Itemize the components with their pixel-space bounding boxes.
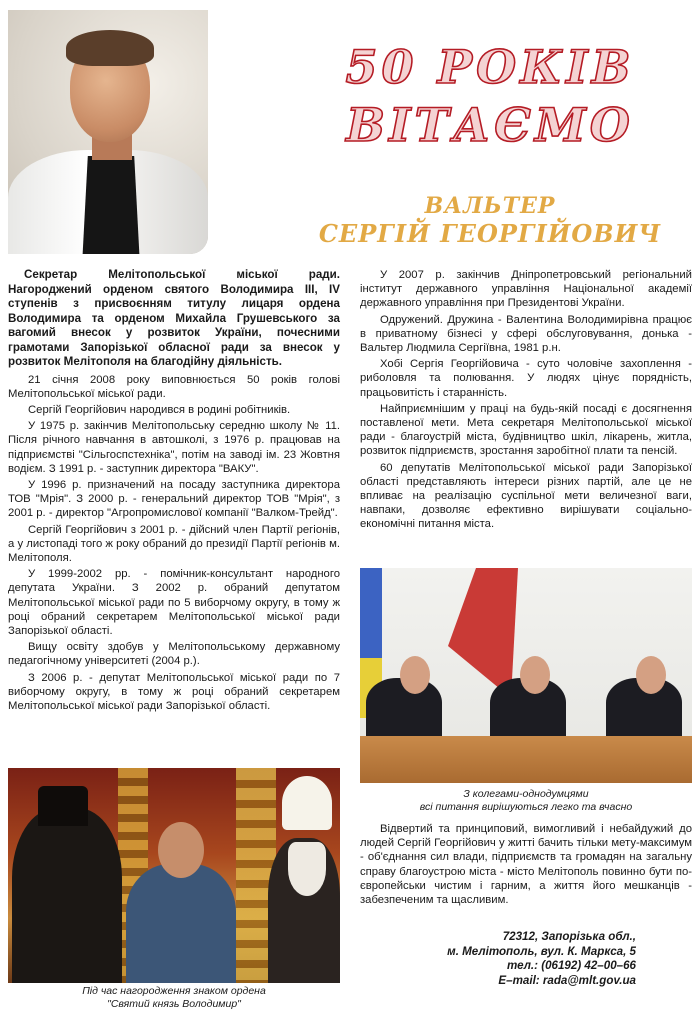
bishop-mitre: [282, 776, 332, 830]
paragraph: Сергій Георгійович народився в родині робітників.: [28, 403, 291, 416]
paragraph: У 1975 р. закінчив Мелітопольську середню школу № 11. Після річного навчання в автошколі, з 1976 р. працював на підприємстві "Сільгоспстехніка", потім на заводі ім. 23 Жовтня водієм. З 1991 р. - заступник директора "ВАКУ".: [8, 420, 340, 475]
portrait-photo: [8, 10, 208, 254]
awardee-figure: [126, 864, 236, 983]
paragraph: З 2006 р. - депутат Мелітопольської міської ради по 7 виборчому округу, в тому ж році обраний секретарем Мелітопольської міської ради Запорізької області.: [8, 671, 340, 712]
headline-50-years: 50 РОКІВ: [345, 40, 635, 94]
meeting-photo: [360, 568, 692, 783]
contact-block: [360, 930, 692, 988]
email-line: E–mail: rada@mlt.gov.ua: [498, 973, 636, 987]
right-text-column: [360, 268, 692, 534]
paragraph: У 2007 р. закінчив Дніпропетровський регіональний інститут державного управління Національної академії державного управління при Президентові України.: [360, 269, 692, 310]
bishop-beard: [288, 842, 326, 896]
award-caption-line: Під час нагородження знаком ордена: [82, 985, 266, 997]
paragraph: Вищу освіту здобув у Мелітопольському державному педагогічному університеті (2004 р.).: [8, 641, 340, 668]
award-caption: [8, 985, 340, 1010]
person-name: СЕРГІЙ ГЕОРГІЙОВИЧ: [318, 219, 662, 248]
flag-ukraine-blue: [360, 568, 382, 658]
paragraph: Хобі Сергія Георгійовича - суто чоловіче захоплення - риболовля та полювання. У людях цінує порядність, працьовитість і старанність.: [360, 358, 692, 399]
paragraph: У 1996 р. призначений на посаду заступника директора ТОВ "Мрія". З 2000 р. - генеральний директор ТОВ "Мрія", з 2001 р. - директор "Агропромислової компанії "Валком-Трейд".: [8, 478, 340, 520]
meeting-table: [360, 736, 692, 783]
paragraph: Найприємнішим у праці на будь-якій посаді є досягнення поставленої мети. Мета секретаря Мелітопольської міської ради - благоустрій міста, будівництво шкіл, лікарень, житла, розвиток підприємств, зростання заробітної плати та пенсій.: [360, 402, 692, 458]
closing-text: [360, 822, 692, 907]
address-line: 72312, Запорізька обл.,: [502, 930, 636, 943]
meeting-caption: [360, 788, 692, 813]
left-text-column: [8, 268, 340, 715]
priest-figure: [12, 808, 122, 983]
meeting-caption-line: всі питання вирішуються легко та вчасно: [419, 800, 633, 813]
paragraph: 60 депутатів Мелітопольської міської ради Запорізької області представляють інтереси різних партій, але це не впливає на реалізацію суспільної мети величезної ваги, навпаки, дозволяє ефективно вирішувати соціально-економічні питання міста.: [360, 461, 692, 531]
meeting-person-head: [636, 656, 666, 694]
phone-line: тел.: (06192) 42–00–66: [506, 959, 636, 973]
meeting-person-head: [400, 656, 430, 694]
paragraph: Сергій Георгійович з 2001 р. - дійсний член Партії регіонів, а у листопаді того ж року обраний до президії Партії регіонів м. Мелітополя.: [8, 523, 340, 564]
headline-congratulations: ВІТАЄМО: [346, 98, 634, 152]
awardee-head: [158, 822, 204, 878]
award-photo: [8, 768, 340, 983]
address-line: м. Мелітополь, вул. К. Маркса, 5: [447, 944, 636, 958]
closing-paragraph: Відвертий та принциповий, вимогливий і небайдужий до людей Сергій Георгійович у житті бачить тільки мету-максимум - об'єднання сил влади, підприємств та громадян на загальну справу благоустрою міста - місто Мелітополь повинно бути по-європейськи чистим і гарним, а життя його мешканців - забезпеченим та щасливим.: [360, 823, 692, 907]
lead-paragraph: Секретар Мелітопольської міської ради. Нагороджений орденом святого Володимира III, IV ступенів з присвоєнням титулу лицаря ордена Володимира та орденом Михайла Грушевського за вагомий внесок у розвиток України, почесними грамотами Запорізької обласної ради за внесок у розвиток Мелітополя на благодійну діяльність.: [8, 268, 340, 368]
portrait-shirt: [82, 156, 140, 254]
award-caption-line: "Святий князь Володимир": [107, 997, 241, 1010]
meeting-person-head: [520, 656, 550, 694]
paragraph: У 1999-2002 рр. - помічник-консультант народного депутата України. З 2002 р. обраний депутатом Мелітопольської міської ради по 5 виборчому округу, в тому ж році обраний секретарем Мелітопольської міської ради Запорізької області.: [8, 568, 340, 637]
paragraph: Одружений. Дружина - Валентина Володимирівна працює в приватному бізнесі у сфері обслуговування, донька - Вальтер Людмила Сергіївна, 1981 р.н.: [360, 313, 692, 355]
paragraph: 21 січня 2008 року виповнюється 50 років голові Мелітопольської міської ради.: [8, 373, 340, 400]
priest-hat: [38, 786, 88, 826]
meeting-caption-line: З колегами-однодумцями: [463, 788, 589, 800]
portrait-hair: [66, 30, 154, 66]
person-surname: ВАЛЬТЕР: [424, 193, 556, 219]
